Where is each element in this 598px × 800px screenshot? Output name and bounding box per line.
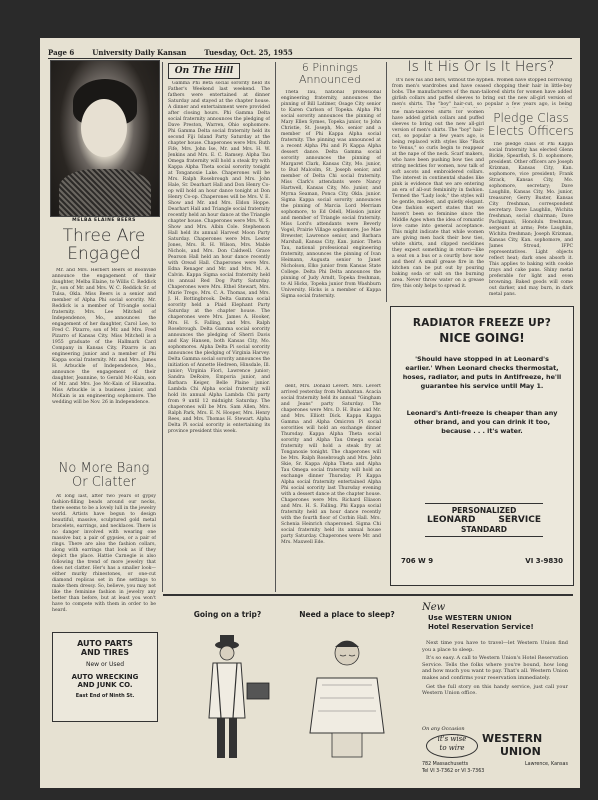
engaged-headline: Three Are Engaged [62, 226, 146, 264]
wu-body-1: Next time you have to travel—let Western Union find you a place to sleep. [422, 640, 568, 653]
radiator-quote: 'Should have stopped in at Leonard's earlier.' When Leonard checks thermostat, hoses, radiator, and puts in Antifreeze, he'll guarantee his service until May 1. [402, 355, 562, 390]
trip-ad [165, 598, 290, 783]
onthehill-banner [168, 63, 240, 79]
wu-body-3: Get the full story on this handy service, just call your Western Union office. [422, 683, 568, 697]
pinnings-article [281, 90, 381, 380]
leonard-service: SERVICE [498, 515, 541, 525]
auto-ad-line4: AUTO WRECKING [71, 673, 139, 681]
bang-headline: No More Bang Or Clatter [58, 461, 150, 490]
leonard-phone: VI 3-9830 [525, 557, 563, 565]
onthehill-article [168, 81, 270, 594]
wu-brand-2: UNION [500, 745, 541, 758]
wu-headline-1: Use WESTERN UNION [428, 614, 512, 622]
onthehill-headline: On The Hill [174, 66, 234, 76]
photo-caption: MELBA ELAINE BEERS [72, 218, 136, 223]
his-or-hers-intro [392, 78, 572, 108]
page-header [48, 48, 572, 57]
portrait-photo [50, 60, 160, 217]
sleeping-person-illustration-icon [292, 623, 402, 773]
col3-lower-article [281, 384, 381, 594]
his-or-hers-continued [392, 110, 484, 300]
wu-wise-badge [426, 734, 478, 758]
page-number: Page 6 [48, 48, 75, 57]
issue-date: Tuesday, Oct. 25, 1955 [204, 48, 293, 57]
wu-on-any: On any Occasion [422, 726, 465, 732]
pledge-body: The pledge class of Phi Kappa social fraternity has elected Glenn Bickle, Spearfish, S. D. sophomore, president. Other officers are Joseph Krizman, Kansas City, Kan. sophomore, vice president; Frank Strack, Kansas City, Mo. sophomore, secretary; Dave Laughlin, Kansas City, Mo. junior, treasurer; Gerry Buster, Kansas City freshman, correspondent secretary. Dave Laughlin, Wichita freshman, social chairman; Dave Pachignani, Honolulu freshman, sergeant at arms; Pete Laughlin, Wichita freshman; Joseph Krizman, Kansas City, Kan. sophomore, and James Stroud, IFPC representatives. Light objects reflect heat; dark ones absorb it. This applies to baking with cookie trays and cake pans. Shiny metal preferable for light and even browning. Baked goods will come out darker, and may burn, in dark metal pans. [489, 142, 573, 297]
sleep-ad [292, 598, 402, 783]
pinnings-body: Theta Tau, national professional engineering fraternity, announces the pinning of Bill Latimer, Osage City senior to Karen Carlson of Topeka. Alpha Phi social sorority announces the pinning of Mary Ellen Symes, Topeka junior, to John Christie, St. Joseph, Mo. senior and a member of Phi Kappa Alpha social fraternity. The pinning was announced at a recent Alpha Phi and Pi Kappa Alpha dessert dance. Delta Gamma social sorority announces the pinning of Margaret Clark, Kansas City, Mo. junior, to Bud Malcolm, St. Joseph senior, and member of Delta Chi social fraternity. Miss Clark's attendants were Nancy Hartwell, Kansas City, Mo. junior, and Myrna Seaman, Ponca City, Okla. junior. Sigma Kappa social sorority announces the pinning of Marcia Lord Merriam sophomore, to Ed Odell, Mission junior and member of Triangle social fraternity. Miss Lord's attendants were Beverly Vogel, Prairie Village sophomore, Joe Mae Brewster, Lawrence senior, and Barbara Marshall, Kansas City, Kan. junior. Theta Tau, national professional engineering fraternity, announces the pinning of Ivan Heimann, Augusta senior to Janet Nicholson, Elko junior from Kansas State College. Delta Phi Delta announces the pinning of Judy Arndt, Topeka freshman, to Al Hicks, Topeka junior from Washburn University. Hicks is a member of Kappa Sigma social fraternity. [281, 90, 381, 299]
wu-new-label: New [422, 602, 446, 613]
radiator-headline-2: NICE GOING! [439, 331, 525, 345]
auto-ad-line2: AND TIRES [80, 648, 130, 657]
onthehill-body: Gamma Phi Beta social sorority held its Father's Weekend last weekend. The fathers were entertained at dinner Saturday and stayed at the chapter house. A dinner and entertainment were provided after closing hours. Phi Gamma Delta social fraternity announces the pledging of Dave Preston, Warren, Ohio sophomore. Phi Gamma Delta social fraternity held its second Fiji Island Party Saturday at the chapter house. Chaperones were Mrs. Ruth Fife, Mrs. John Ise, Mr. and Mrs. H. W. Jenkins and Mrs. E. C. Ramsey. Alpha Tau Omega fraternity will hold a steak fry with Kappa Alpha Theta social sorority tonight at Tonganoxie Lake. Chaperones will be Mrs. Ralph Rosebrough and Mrs. John Hale, Sr. Dearhart Hall and Don Henry Co-op will hold an hour dance tonight at Don Henry Co-op. Chaperones will be Mrs. V. E. Show and Mr. and Mrs. Eldon Hoppe. Dearhart Hall and Triangle social fraternity recently held an hour dance at the Triangle chapter house. Chaperones were Mrs. W. S. Show and Mrs. Albin Cole. Stephenson Hall held its annual Harvest Moon Party Saturday. Chaperones were Mrs. Lester Jones, Mrs. R. H. Wilson, Mrs. Mable Nichols, and Mrs. Don Caldwell. Grace Pearson Hall held an hour dance recently with Oread Hall. Chaperones were Mrs. Edna Renager and Mr. and Mrs. M. A. Calvin. Kappa Sigma social fraternity held its annual Red Dog Party Saturday. Chaperones were Mrs. Ethel Stewart, Mrs. Marie Trego, Mrs. C. A. Thomas, and Mrs. J. H. Bottingbrook. Delta Gamma social sorority held a Plaid Elephant Party Saturday at the chapter house. The chaperones were Mrs. James A. Hooker, Mrs. H. S. Falling, and Mrs. Ralph Rosebrough. Delta Gamma social sorority announces the pledging of Sherri Davis and Kay Hansen, both Kansas City, Mo. sophomores. Alpha Delta Pi social sorority announces the pledging of Virginia Harvey. Delta Gamma social sorority announces the initiation of Annette Hedreen, Hinsdale, Ill. junior; Virginia Fiori, Lawrence junior; Sandra DeRoire, Emporia junior, and Barbara Keiger, Belle Plaine junior. Lambda Chi Alpha social fraternity will hold its annual Alpha Lambda Chi party from 9 until 12 midnight Saturday. The chaperones will be Mrs. Sam Allen, Mrs. Ralph Park, Mrs. E. N. Hooper, Mrs. Henry Rees, and Mrs. Thomas H. Stewart. Alpha Delta Pi social sorority is entertaining its province president this week. [168, 81, 270, 434]
wu-brand-1: WESTERN [482, 732, 543, 745]
wu-tel: Tel VI 3-7362 or VI 3-7363 [422, 769, 485, 774]
radiator-pitch: Leonard's Anti-freeze is cheaper than any other brand, and you can drink it too, because . . . it's water. [406, 409, 558, 435]
leonard-personalized: PERSONALIZED [451, 506, 517, 515]
auto-ad-line1: AUTO PARTS [77, 639, 133, 648]
auto-ad-line3: New or Used [85, 661, 125, 668]
engaged-article [52, 268, 156, 460]
leonard-standard: STANDARD [460, 525, 508, 534]
bang-article [52, 494, 156, 626]
wu-wise: it's wise [437, 735, 467, 743]
leonard-logo [425, 503, 543, 537]
auto-parts-ad [52, 632, 158, 722]
western-union-ad [404, 598, 572, 783]
leonard-name: LEONARD [427, 515, 476, 525]
his-or-hers-body: It's now his and hers, without the hyphen. Women have stopped borrowing from men's wardrobes and have ceased chopping their hair in little-boy bobs. The manufacturers of the man-tailored shirts for women have added girlish collars and puffed sleeves to bring out the new all-girl version of men's shirts. The "boy" hair-cut, so popular a few years ago, is being [392, 78, 572, 107]
sleep-headline: Need a place to sleep? [299, 610, 395, 619]
traveler-illustration-icon [165, 623, 290, 773]
wu-address: 782 Massachusetts [422, 762, 469, 767]
leonard-address: 706 W 9 [401, 557, 434, 565]
wu-headline-2: Hotel Reservation Service! [428, 623, 534, 631]
pledge-headline: Pledge Class Elects Officers [488, 111, 574, 138]
bang-body: At long last, after two years of gypsy fashion-filling beads around our necks, there seems to be a lovely lull in the jewelry world. Artists have begun to design beautiful, massive, sculptured gold metal bracelets, earrings, and necklaces. There is no danger involved with wearing one massive bar, a pair of gypsies, or a pair of rings. There are also the fashion collars, along with earrings that look as if they depict the place. Hattie Carnegie is also following the trend of more jewelry that does not clatter. Her's has a smaller look—either murky rhinestones, or one-cut diamond replicas set in fine settings to make them dressy. So, believe, you may not like the feminine fashion in jewelry any better than before, but at least you won't have to compete with them in order to be heard. [52, 494, 156, 613]
paper-name: University Daily Kansan [92, 48, 187, 57]
radiator-ad [390, 306, 574, 586]
auto-ad-line6: East End of Ninth St. [75, 693, 135, 699]
radiator-headline-1: RADIATOR FREEZE UP? [412, 317, 552, 329]
auto-ad-line5: AND JUNK CO. [77, 681, 133, 689]
pledge-article [489, 142, 573, 302]
newspaper-page [40, 38, 580, 788]
pinnings-headline: 6 Pinnings Announced [299, 61, 361, 86]
his-or-hers-body-2: the man-tailored shirts for women have added girlish collars and puffed sleeves to bring out the new all-girl version of men's shirts. The "boy" hair-cut, so popular a few years ago, is being replaced with styles like "Back to Venus," so curls begin to reappear at the nape of the neck. Scarf makers, who have been pushing bow ties and string neckties for women, now talk of soft ascots and embroidered collars. The interest in continental shades like pink is evidence that we are entering an era of all-out femininity in fashion. Termed the "Lady look," the styles will be gentle, modest, and quietly elegant. One fashion expert states that we haven't been so feminine since the Middle Ages when the idea of romantic love came into general acceptance. This might indicate that while women are giving men back their bow ties, white shirts, and clipped necklines they expect something in return—like a seat on a bus or a courtly bow now and then! A small grease fire in the kitchen can be put out by pouring baking soda or salt on the burning area. Never throw water on a grease fire; this only helps to spread it. [392, 110, 484, 289]
wu-body-2: It's so easy. A call to Western Union's Hotel Reservation Service. Tells the folks where you're bound, how long and how much you want to pay. That's all. Western Union makes and confirms your reservation immediately. [422, 655, 568, 681]
col3-lower-body: dent, Mrs. Donald Levert. Mrs. Levert arrived yesterday from Manhattan. Acacia social fraternity held its annual "Gingham and Jeans" party Saturday. The chaperones were Mrs. D. H. Buie and Mr. and Mrs. Elliott Dick. Kappa Kappa Gamma and Alpha Omicron Pi social sororities will hold an exchange dinner Thursday. Kappa Alpha Theta social sorority and Alpha Tau Omega social fraternity will hold a steak fry at Tonganoxie tonight. The chaperones will be Mrs. Ralph Rosebrough and Mrs. John Skie, Sr. Kappa Alpha Theta and Alpha Tau Omega social fraternity will hold an exchange dinner Thursday. Pi Kappa Alpha social fraternity entertained Alpha Phi social sorority last Thursday evening with a dessert dance at the chapter house. Chaperones were Mrs. Richard Eliason and Mrs. H. S. Falling. Phi Kappa social fraternity held an hour dance recently with the fourth floor of Corbin Hall. Mrs. Schenia Heinrich chaperoned. Sigma Chi social fraternity held its annual house party Saturday. Chaperones were Mr. and Mrs. Maxwell Ede. [281, 384, 381, 545]
wu-to-wire: to wire [439, 744, 465, 752]
engaged-body: Mr. and Mrs. Herbert Beers of Boonville announce the engagement of their daughter, Melba Elaine, to Willis C. Reddick Jr., son of Mr. and Mrs. W. C. Reddick Sr. of Tulsa, Okla. Miss Beers is a senior and member of Alpha Phi social sorority. Mr. Reddick is a member of Tri-angle social fraternity. Mrs. Lee Mitchell of Independence, Mo., announces the engagement of her daughter, Carol Lee, to Fred C. Pizarro, son of Mr. and Mrs. Fred Pizarro of Kansas City. Miss Mitchell is a 1955 graduate of the Hallmark Card Company in Kansas City. Pizarro is an engineering junior and a member of Phi Kappa social fraternity. Mr. and Mrs. James H. Arbuckle of Independence, Mo., announce the engagement of their daughter, Jeannine, to Gerald Mc-Kain, son of Mr. and Mrs. Joe Mc-Kain of Hiawatha. Miss Arbuckle is a business junior, and McKain is an engineering sophomore. The wedding will be Nov. 26 in Independence. [52, 268, 156, 405]
trip-headline: Going on a trip? [193, 610, 262, 619]
wu-city: Lawrence, Kansas [524, 762, 568, 767]
his-or-hers-headline: Is It His Or Is It Hers? [407, 59, 555, 75]
